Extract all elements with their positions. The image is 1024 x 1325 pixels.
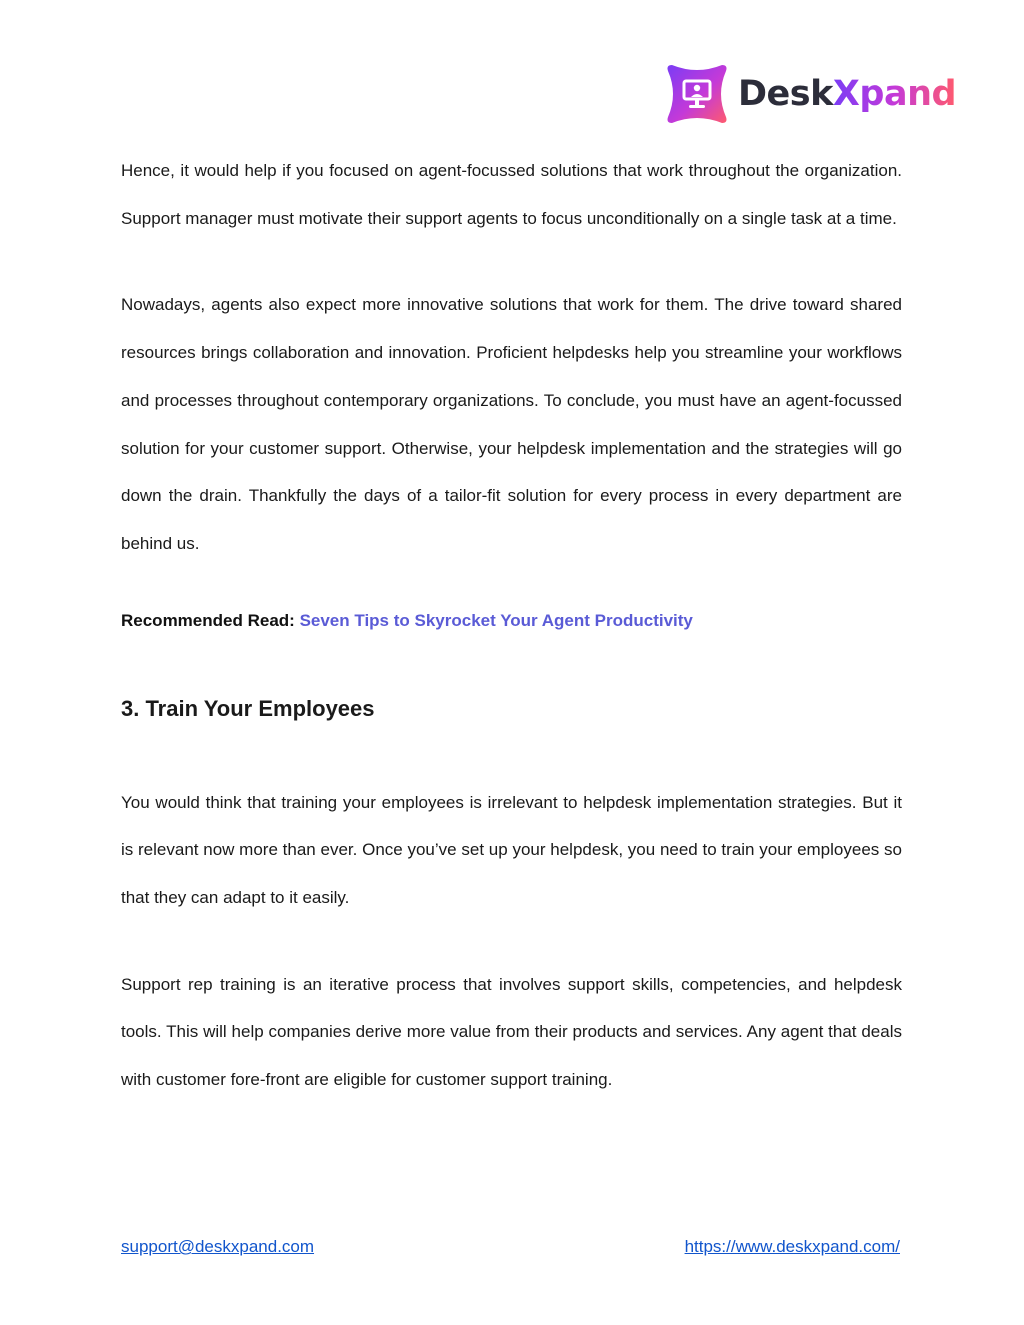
footer-website-link[interactable]: https://www.deskxpand.com/ xyxy=(684,1237,900,1256)
footer-email-link[interactable]: support@deskxpand.com xyxy=(121,1237,315,1256)
section-paragraph-2: Support rep training is an iterative process that involves support skills, competencies, and helpdesk tools. This will help companies derive more value from their products and services. Any agent that deals with customer fore-front are eligible for customer support training. xyxy=(121,974,902,1090)
recommended-read-label: Recommended Read: xyxy=(121,610,295,630)
brand-wordmark xyxy=(738,73,957,114)
paragraph-2: Nowadays, agents also expect more innovative solutions that work for them. The drive toward shared resources brings collaboration and innovation. Proficient helpdesks help you streamline your workflows and processes throughout contemporary organizations. To conclude, you must have an agent-focussed solution for your customer support. Otherwise, your helpdesk implementation and the strategies will go down the drain. Thankfully the days of a tailor-fit solution for every process in every department are behind us. xyxy=(121,295,902,553)
recommended-read xyxy=(121,608,902,634)
document-body xyxy=(121,147,902,1104)
section-heading: 3. Train Your Employees xyxy=(121,695,375,721)
deskxpand-logo-icon xyxy=(664,61,730,127)
page-footer xyxy=(121,1237,902,1263)
brand-name-part2: Xpand xyxy=(832,73,957,114)
paragraph-1: Hence, it would help if you focused on agent-focussed solutions that work throughout the organization. Support manager must motivate their support agents to focus unconditionally on a single task at a time. xyxy=(121,161,902,228)
section-paragraph-1: You would think that training your employees is irrelevant to helpdesk implementation strategies. But it is relevant now more than ever. Once you’ve set up your helpdesk, you need to train your employees so that they can adapt to it easily. xyxy=(121,792,902,908)
recommended-read-link[interactable]: Seven Tips to Skyrocket Your Agent Productivity xyxy=(299,610,693,630)
brand-logo xyxy=(664,60,957,128)
brand-name-part1: Desk xyxy=(738,73,833,114)
